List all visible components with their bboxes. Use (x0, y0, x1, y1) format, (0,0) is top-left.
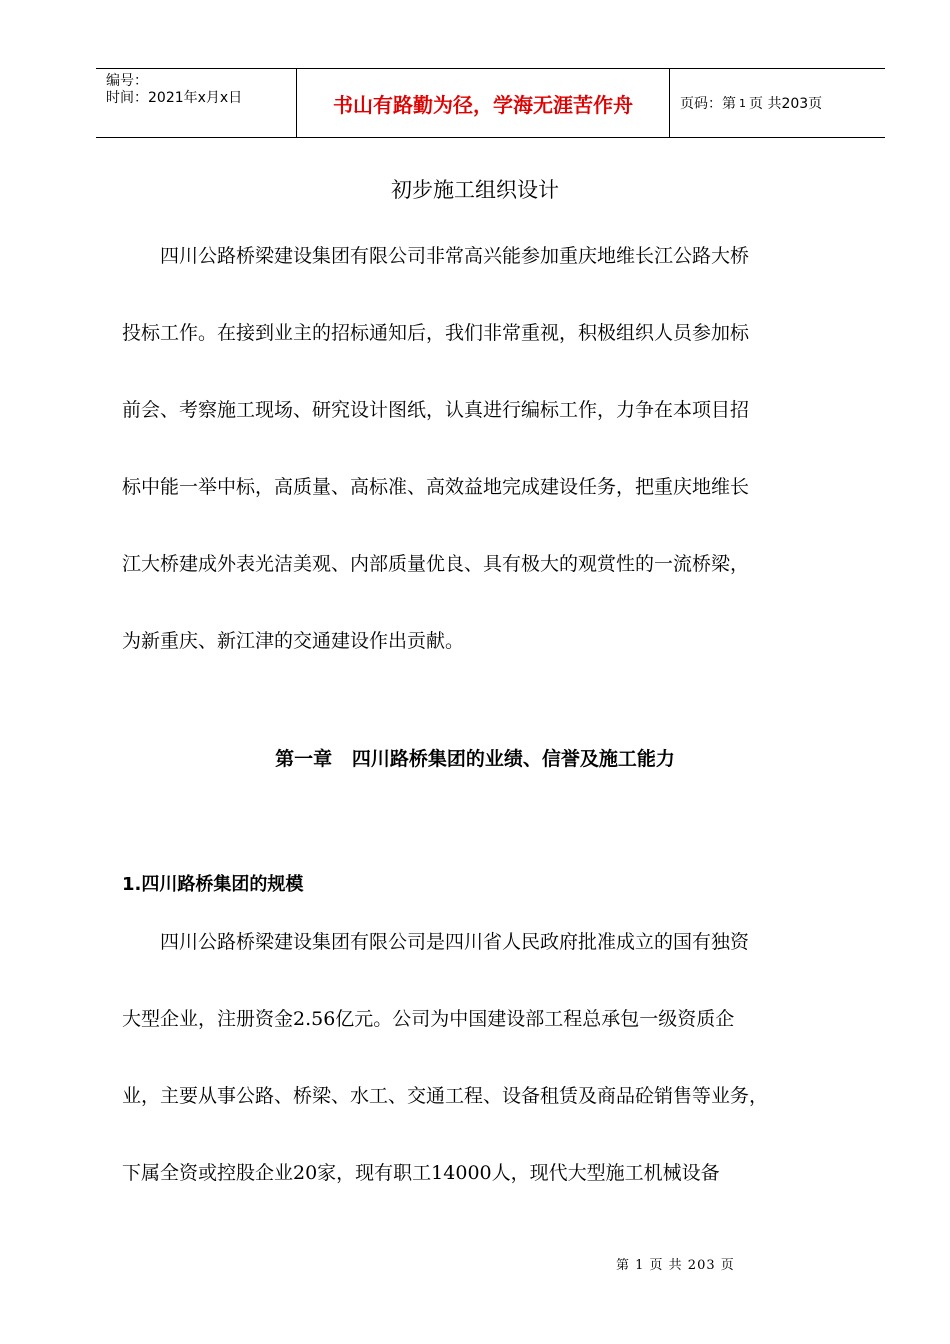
page-number: 1 (739, 96, 746, 110)
page-suffix: 页 共203页 (749, 96, 823, 112)
section-line: 大型企业，注册资金2.56亿元。公司为中国建设部工程总承包一级资质企 (122, 1008, 735, 1030)
intro-line: 江大桥建成外表光洁美观、内部质量优良、具有极大的观赏性的一流桥梁， (122, 553, 750, 575)
time-label: 时间：2021年x月x日 (106, 90, 243, 106)
header-page-info (670, 69, 885, 137)
page-footer: 第 1 页 共 203 页 (616, 1258, 735, 1273)
section-line: 下属全资或控股企业20家，现有职工14000人，现代大型施工机械设备 (122, 1162, 720, 1184)
page-header (96, 68, 885, 138)
section-line: 四川公路桥梁建设集团有限公司是四川省人民政府批准成立的国有独资 (160, 931, 750, 953)
intro-line: 投标工作。在接到业主的招标通知后，我们非常重视，积极组织人员参加标 (122, 322, 750, 344)
header-meta (96, 69, 297, 137)
intro-line: 为新重庆、新江津的交通建设作出贡献。 (122, 630, 465, 652)
document-title: 初步施工组织设计 (391, 178, 559, 202)
header-motto: 书山有路勤为径，学海无涯苦作舟 (297, 69, 670, 137)
section-heading: 1.四川路桥集团的规模 (122, 874, 304, 895)
section-paragraph (122, 904, 862, 1212)
intro-line: 前会、考察施工现场、研究设计图纸，认真进行编标工作，力争在本项目招 (122, 399, 750, 421)
section-line: 业，主要从事公路、桥梁、水工、交通工程、设备租赁及商品砼销售等业务， (122, 1085, 769, 1107)
chapter-heading: 第一章 四川路桥集团的业绩、信誉及施工能力 (275, 748, 675, 770)
page-prefix: 页码：第 (680, 96, 736, 112)
intro-line: 四川公路桥梁建设集团有限公司非常高兴能参加重庆地维长江公路大桥 (160, 245, 750, 267)
number-label: 编号： (106, 73, 148, 89)
intro-line: 标中能一举中标，高质量、高标准、高效益地完成建设任务，把重庆地维长 (122, 476, 750, 498)
intro-paragraph (122, 218, 862, 680)
